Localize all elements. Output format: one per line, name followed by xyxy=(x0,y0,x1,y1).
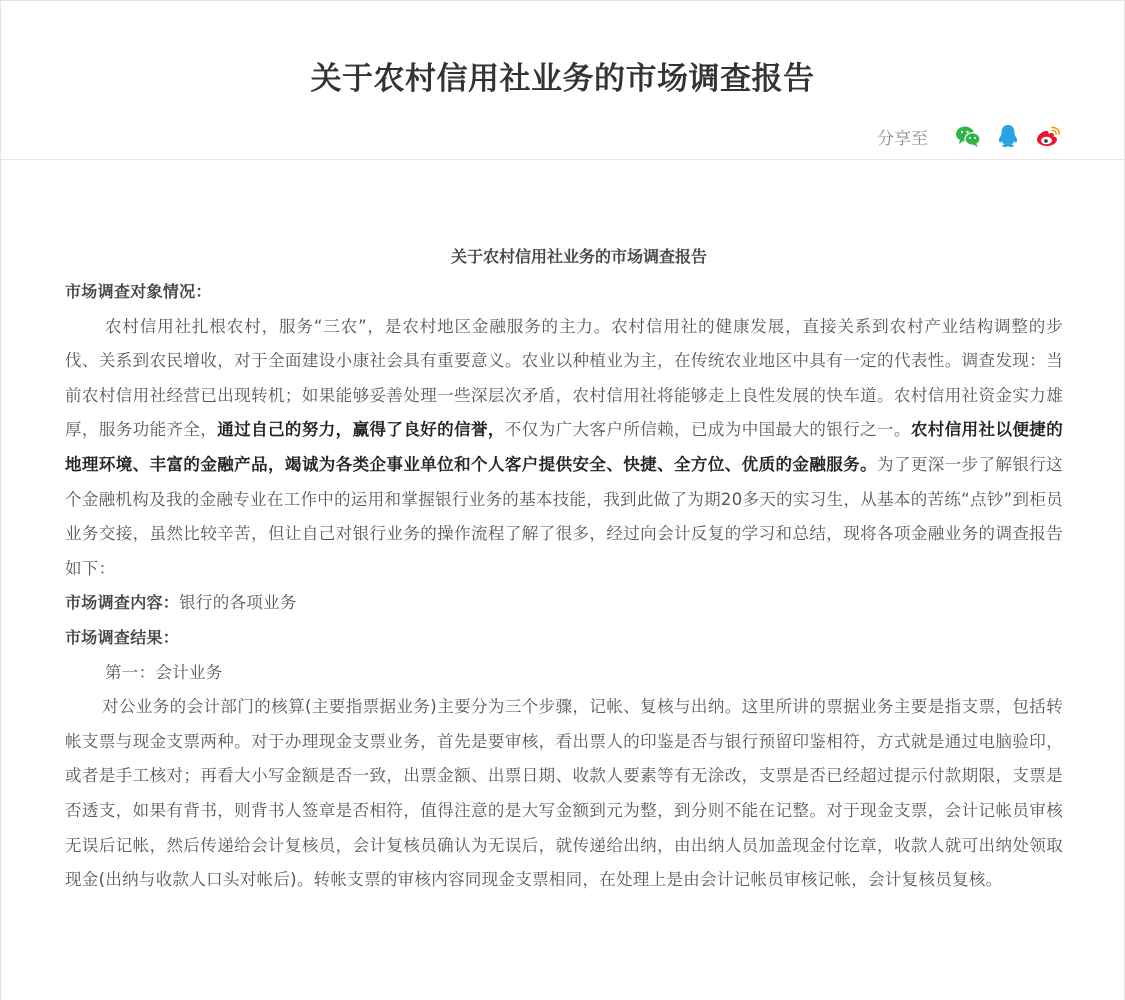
wechat-icon[interactable] xyxy=(954,122,982,150)
intro-text-b: 通过自己的努力，赢得了良好的信誉， xyxy=(217,420,505,440)
content-line xyxy=(65,586,1063,621)
section-heading-result: 市场调查结果： xyxy=(65,627,180,647)
intro-text-d: 农村信用社以便捷的地理环境、丰富的金融产品，竭诚为各类企事业单位和个人客户提供安全、快捷、全方位、优质的金融服务。 xyxy=(65,420,1064,474)
section-heading-object: 市场调查对象情况： xyxy=(65,282,212,301)
share-bar xyxy=(877,121,1062,151)
section-title-accounting: 第一：会计业务 xyxy=(105,662,223,682)
document-title: 关于农村信用社业务的市场调查报告 xyxy=(450,247,707,266)
qq-icon[interactable] xyxy=(994,122,1022,150)
article-body xyxy=(65,239,1063,898)
intro-text-e: 为了更深一步了解银行这个金融机构及我的金融专业在工作中的运用和掌握银行业务的基本技能，我到此做了为期20多天的实习生，从基本的苦练“点钞”到柜员业务交接，虽然比较辛苦，但让自己对银行业务的操作流程了解了很多，经过向会计反复的学习和总结，现将各项金融业务的调查报告如下： xyxy=(65,454,1063,578)
paragraph-intro xyxy=(65,310,1063,587)
intro-text-c: 不仅为广大客户所信赖，已成为中国最大的银行之一。 xyxy=(504,420,911,440)
article-header xyxy=(1,1,1124,160)
page-title: 关于农村信用社业务的市场调查报告 xyxy=(310,61,815,97)
content-value: 银行的各项业务 xyxy=(179,593,297,613)
paragraph-accounting: 对公业务的会计部门的核算(主要指票据业务)主要分为三个步骤，记帐、复核与出纳。这里所讲的票据业务主要是指支票，包括转帐支票与现金支票两种。对于办理现金支票业务，首先是要审核，看出票人的印鉴是否与银行预留印鉴相符，方式就是通过电脑验印，或者是手工核对；再看大小写金额是否一致，出票金额、出票日期、收款人要素等有无涂改，支票是否已经超过提示付款期限，支票是否透支，如果有背书，则背书人签章是否相符，值得注意的是大写金额到元为整，到分则不能在记整。对于现金支票，会计记帐员审核无误后记帐，然后传递给会计复核员，会计复核员确认为无误后，就传递给出纳，由出纳人员加盖现金付讫章，收款人就可出纳处领取现金(出纳与收款人口头对帐后)。转帐支票的审核内容同现金支票相同，在处理上是由会计记帐员审核记帐，会计复核员复核。 xyxy=(65,697,1063,890)
intro-text-a: 农村信用社扎根农村，服务“三农”，是农村地区金融服务的主力。农村信用社的健康发展，直接关系到农村产业结构调整的步伐、关系到农民增收，对于全面建设小康社会具有重要意义。农业以种植业为主，在传统农业地区中具有一定的代表性。调查发现：当前农村信用社经营已出现转机；如果能够妥善处理一些深层次矛盾，农村信用社将能够走上良性发展的快车道。农村信用社资金实力雄厚，服务功能齐全， xyxy=(65,316,1063,440)
section-heading-content: 市场调查内容： xyxy=(65,593,180,613)
weibo-icon[interactable] xyxy=(1034,122,1062,150)
share-label: 分享至 xyxy=(877,128,928,149)
